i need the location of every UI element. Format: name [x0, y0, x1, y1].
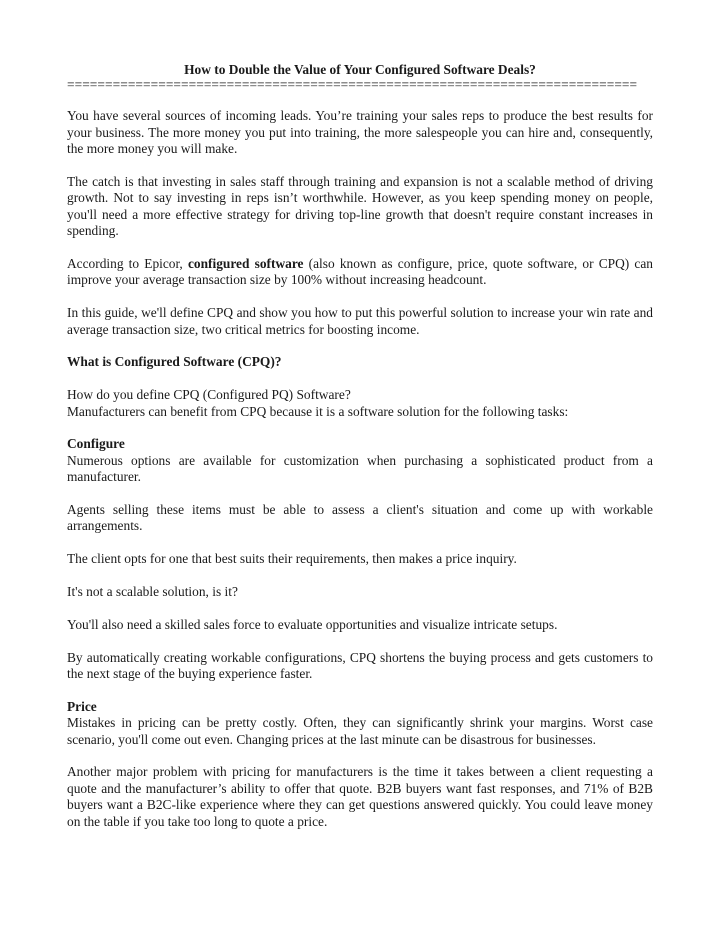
epicor-text-before: According to Epicor,: [67, 256, 188, 272]
paragraph-epicor: [67, 256, 653, 289]
paragraph-agents: Agents selling these items must be able to assess a client's situation and come up with workable arrangements.: [67, 502, 653, 534]
paragraph-automatic-configs: By automatically creating workable configurations, CPQ shortens the buying process and gets customers to the next stage of the buying experience faster.: [67, 649, 653, 682]
paragraph-options: Numerous options are available for customization when purchasing a sophisticated product from a manufacturer.: [67, 452, 653, 485]
document-page: [67, 62, 653, 830]
paragraph-intro: You have several sources of incoming leads. You’re training your sales reps to produce the best results for your business. The more money you put into training, the more salespeople you can hire and, consequently, the more money you will make.: [67, 108, 653, 157]
document-title: How to Double the Value of Your Configured Software Deals?: [184, 62, 536, 77]
heading-what-is-cpq: What is Configured Software (CPQ)?: [67, 354, 282, 370]
heading-configure: Configure: [67, 436, 125, 452]
paragraph-not-scalable: It's not a scalable solution, is it?: [67, 584, 238, 600]
title-underline-rule: ===========================================================================: [67, 78, 638, 93]
paragraph-client-opts: The client opts for one that best suits their requirements, then makes a price inquiry.: [67, 551, 517, 567]
paragraph-guide: In this guide, we'll define CPQ and show you how to put this powerful solution to increase your win rate and average transaction size, two critical metrics for boosting income.: [67, 305, 653, 337]
paragraph-quote-time: Another major problem with pricing for manufacturers is the time it takes between a client requesting a quote and the manufacturer’s ability to offer that quote. B2B buyers want fast responses, and 71% of B2B buyers want a B2C-like experience where they can get questions answered quickly. You could leave money on the table if you take too long to quote a price.: [67, 764, 653, 829]
paragraph-catch: The catch is that investing in sales staff through training and expansion is not a scalable method of driving growth. Not to say investing in reps isn’t worthwhile. However, as you keep spending money on people, you'll need a more effective strategy for driving top-line growth that doesn't require constant increases in spending.: [67, 174, 653, 239]
heading-price: Price: [67, 698, 97, 714]
configured-software-bold: configured software: [187, 256, 304, 272]
paragraph-define-cpq-line2: Manufacturers can benefit from CPQ because it is a software solution for the following tasks:: [67, 403, 569, 419]
paragraph-pricing-mistakes: Mistakes in pricing can be pretty costly. Often, they can significantly shrink your margins. Worst case scenario, you'll come out even. Changing prices at the last minute can be disastrous for businesses.: [67, 715, 653, 747]
paragraph-define-cpq-line1: How do you define CPQ (Configured PQ) Software?: [67, 387, 351, 403]
paragraph-skilled-sales-force: You'll also need a skilled sales force to evaluate opportunities and visualize intricate setups.: [67, 616, 558, 632]
epicor-text-after: (also known as configure, price, quote software, or CPQ) can improve your average transaction size by 100% without increasing headcount.: [67, 256, 654, 288]
